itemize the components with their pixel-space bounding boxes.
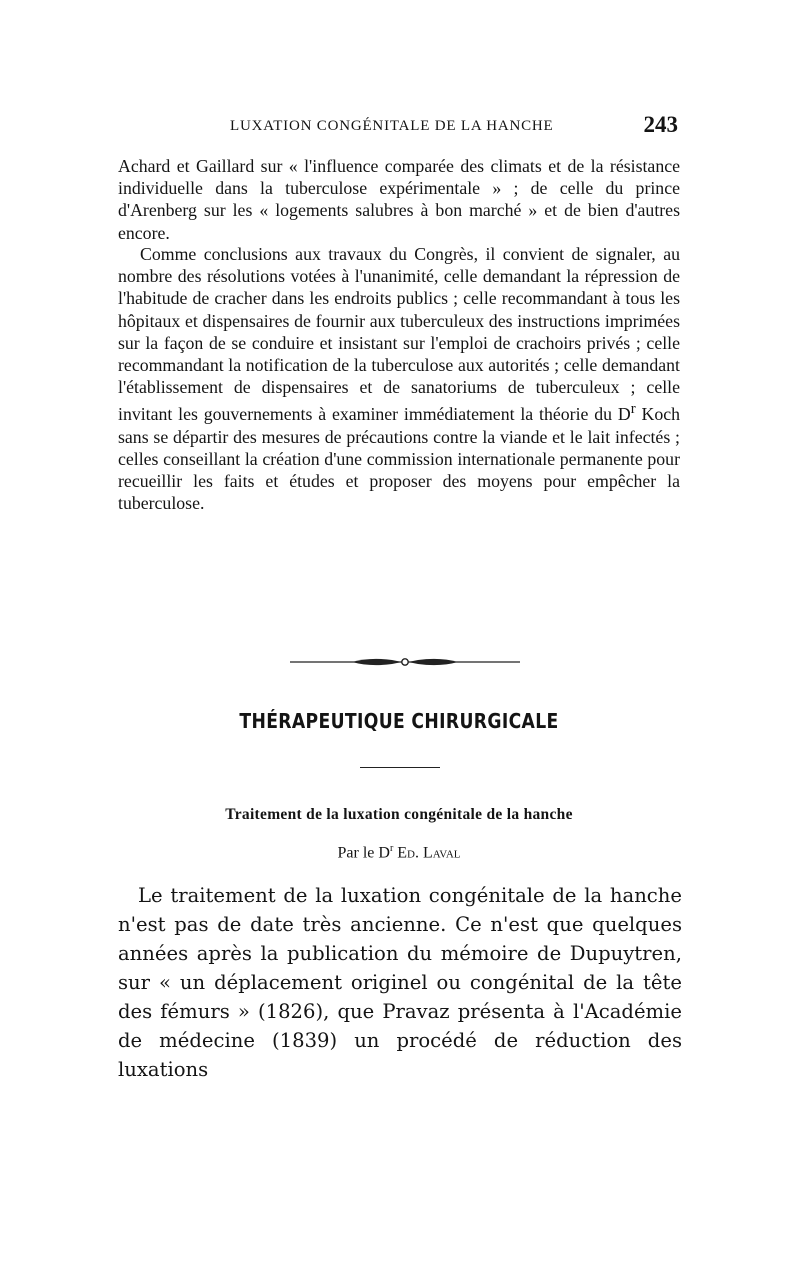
- author-line: [118, 843, 680, 862]
- ornament-divider: [290, 654, 520, 670]
- article-lead: [118, 881, 682, 1084]
- author-sup: r: [389, 843, 394, 854]
- running-head: [118, 114, 680, 140]
- doctor-abbrev: D: [617, 404, 631, 425]
- doctor-abbrev-sup: r: [630, 401, 636, 418]
- section-title: THÉRAPEUTIQUE CHIRURGICALE: [239, 709, 559, 733]
- paragraph-text-part: Comme conclusions aux travaux du Congrès, il convient de signaler, au nombre des résolutions votées à l'unanimité, celle demandant la répression de l'habitude de cracher dans les endroits publics ; celle recommandant à tous les hôpitaux et dispensaires de fournir aux tuberculeux des instructions imprimées sur la façon de se conduire et insistant sur l'emploi de crachoirs privés ; celle recommandant la notification de la tuberculose aux autorités ; celle demandant l'établissement de dispensaires et de sanatoriums de tuberculeux ; celle invitant les gouvernements à examiner immédiatement la théorie du: [118, 244, 680, 425]
- page-number: 243: [643, 112, 678, 137]
- paragraph-text-part: Koch sans se départir des mesures de précautions contre la viande et le lait infectés ; celles conseillant la création d'une commission internationale permanente pour recueillir les faits et études et proposer des moyens pour empêcher la tuberculose.: [118, 404, 681, 514]
- author-prefix: Par le D: [337, 844, 390, 862]
- paragraph-text: [118, 243, 680, 514]
- paragraph-conclusions: [118, 243, 680, 514]
- article-title: Traitement de la luxation congénitale de la hanche: [225, 806, 573, 823]
- paragraph-continued: [118, 155, 680, 244]
- paragraph-text: Achard et Gaillard sur « l'influence comparée des climats et de la résistance individuelle dans la tuberculose expérimentale » ; de celle du prince d'Arenberg sur les « logements salubres à bon marché » et de bien d'autres encore.: [118, 156, 680, 243]
- article-lead-text: Le traitement de la luxation congénitale de la hanche n'est pas de date très ancienne. Ce n'est que quelques années après la publication du mémoire de Dupuytren, sur « un déplacement originel ou congénital de la tête des fémurs » (1826), que Pravaz présenta à l'Académie de médecine (1839) un procédé de réduction des luxations: [118, 884, 682, 1081]
- author-name: Ed. Laval: [393, 844, 461, 862]
- running-title: LUXATION CONGÉNITALE DE LA HANCHE: [230, 118, 554, 134]
- section-rule: [360, 767, 440, 768]
